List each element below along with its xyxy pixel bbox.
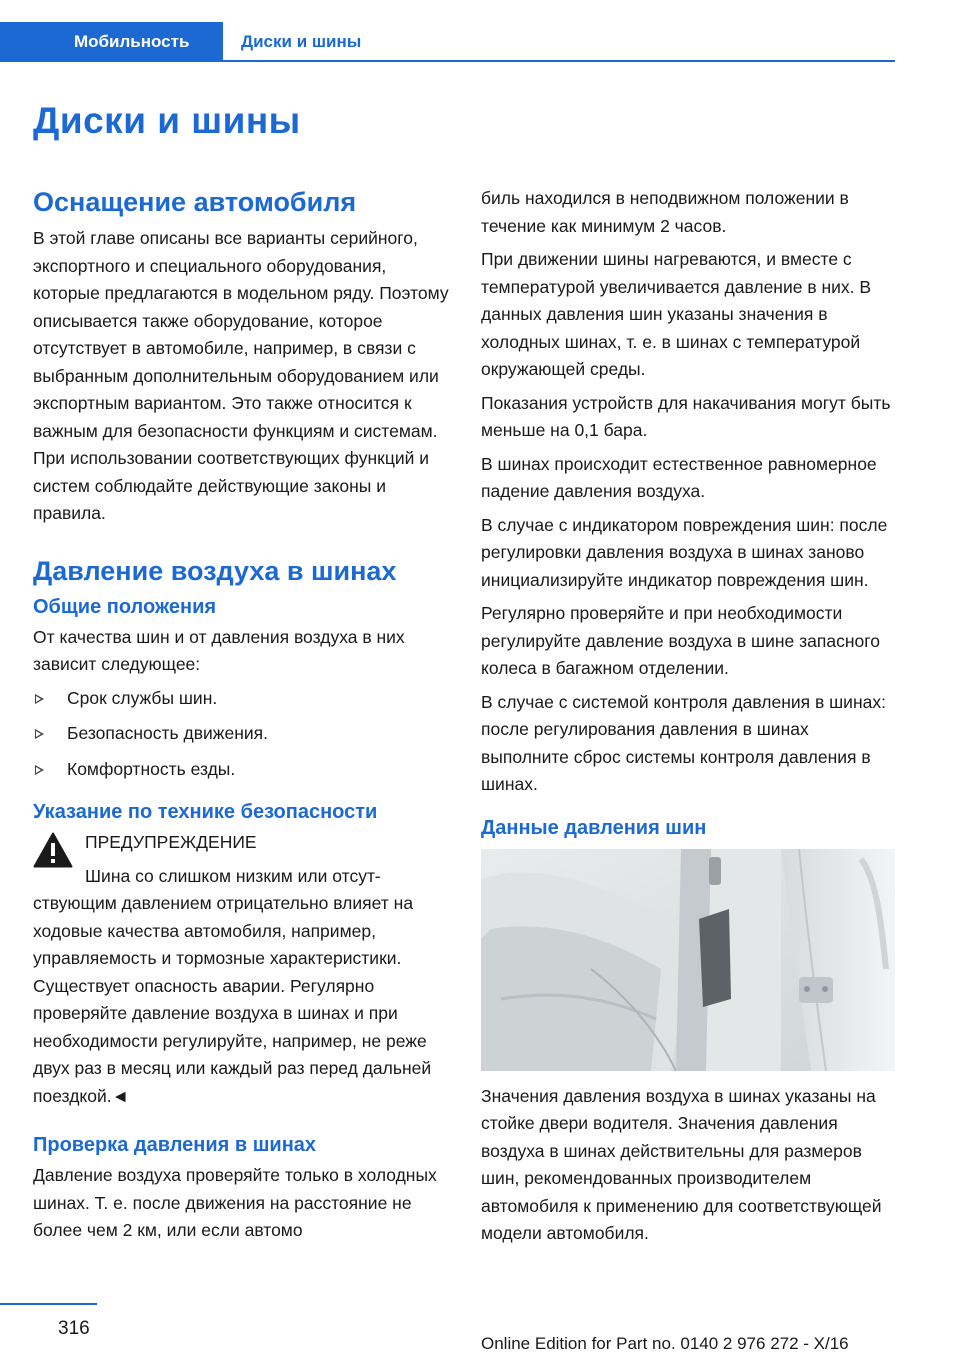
right-para-6: Регулярно проверяйте и при необходимости регулируйте давление воздуха в шине запасного колеса в багажном отделении. — [481, 603, 880, 678]
equipment-text: В этой главе описаны все варианты серийного, экспортного и специального оборудования, которые предлагаются в модельном ряду. Поэтому описывается также оборудование, которое отсутствует в автомобиле, например, в связи с выбранным дополнительным оборудованием или экспортным вариантом. Это также относится к важным для безопасности функциям и системам. При использовании соответствующих функций и систем соблюдайте действующие законы и правила. — [33, 228, 449, 523]
triangle-bullet-icon — [35, 765, 44, 775]
right-para-5: В случае с индикатором повреждения шин: после регулировки давления воздуха в шинах заново инициализируйте индикатор повреждения шин. — [481, 514, 888, 590]
page-title: Диски и шины — [33, 100, 301, 141]
header-subsection-tab: Диски и шины — [241, 32, 362, 51]
right-para-3: Показания устройств для накачивания могут быть меньше на 0,1 бара. — [481, 392, 891, 440]
page-number: 316 — [58, 1318, 90, 1339]
right-para-1: биль находился в неподвижном положении в течение как минимум 2 часов. — [481, 188, 849, 236]
footer-rule — [0, 1303, 97, 1305]
door-pillar-image — [481, 849, 895, 1071]
safety-heading: Указание по технике безопасности — [33, 801, 378, 823]
warning-text: Шина со слишком низким или отсутствующим давлением отрицательно влияет на ходовые качества автомобиля, например, управляемость и тормозные характеристики. Существует опасность аварии. Регулярно проверяйте давление воздуха в шинах и при необходимости регулируйте, например, не реже двух раз в месяц или каждый раз перед дальней поездкой.◄ — [33, 865, 432, 1106]
check-text: Давление воздуха проверяйте только в холодных шинах. Т. е. после движения на расстояние не более чем 2 км, или если автомо — [33, 1165, 437, 1240]
pressure-heading: Давление воздуха в шинах — [33, 555, 397, 586]
right-para-4: В шинах происходит естественное равномерное падение давления воздуха. — [481, 453, 877, 501]
right-para-7: В случае с системой контроля давления в шинах: после регулирования давления в шинах выполните сброс системы контроля давления в шинах. — [481, 691, 886, 794]
right-para-2: При движении шины нагреваются, и вместе с температурой увеличивается давление в них. В данных давления шин указаны значения в холодных шинах, т. е. в шинах с температурой окружающей среды. — [481, 249, 872, 379]
check-heading: Проверка давления в шинах — [33, 1134, 317, 1156]
header-section-tab: Мобильность — [0, 22, 223, 62]
factors-list — [33, 685, 451, 784]
figure-text: Значения давления воздуха в шинах указаны на стойке двери водителя. Значения давления воздуха в шинах действительны для размеров шин, рекомендованных производителем автомобиля к применению для соответствующей модели автомобиля. — [481, 1085, 882, 1243]
triangle-bullet-icon — [35, 729, 44, 739]
header-rule — [223, 60, 895, 62]
warning-title: ПРЕДУПРЕЖДЕНИЕ — [85, 832, 257, 852]
triangle-bullet-icon — [35, 694, 44, 704]
warning-icon — [33, 832, 73, 868]
list-item: Срок службы шин. — [33, 685, 451, 713]
right-column — [481, 185, 899, 1254]
warning-block — [33, 829, 451, 1110]
page-header — [0, 22, 895, 62]
footer-edition: Online Edition for Part no. 0140 2 976 272 - X/16 — [481, 1334, 849, 1353]
equipment-heading: Оснащение автомобиля — [33, 187, 357, 217]
left-column — [33, 185, 451, 1251]
general-text: От качества шин и от давления воздуха в них зависит следующее: — [33, 626, 405, 674]
list-item: Комфортность езды. — [33, 756, 451, 784]
list-item: Безопасность движения. — [33, 720, 451, 748]
door-pillar-illustration — [481, 849, 895, 1071]
data-heading: Данные давления шин — [481, 816, 707, 839]
general-heading: Общие положения — [33, 595, 217, 618]
